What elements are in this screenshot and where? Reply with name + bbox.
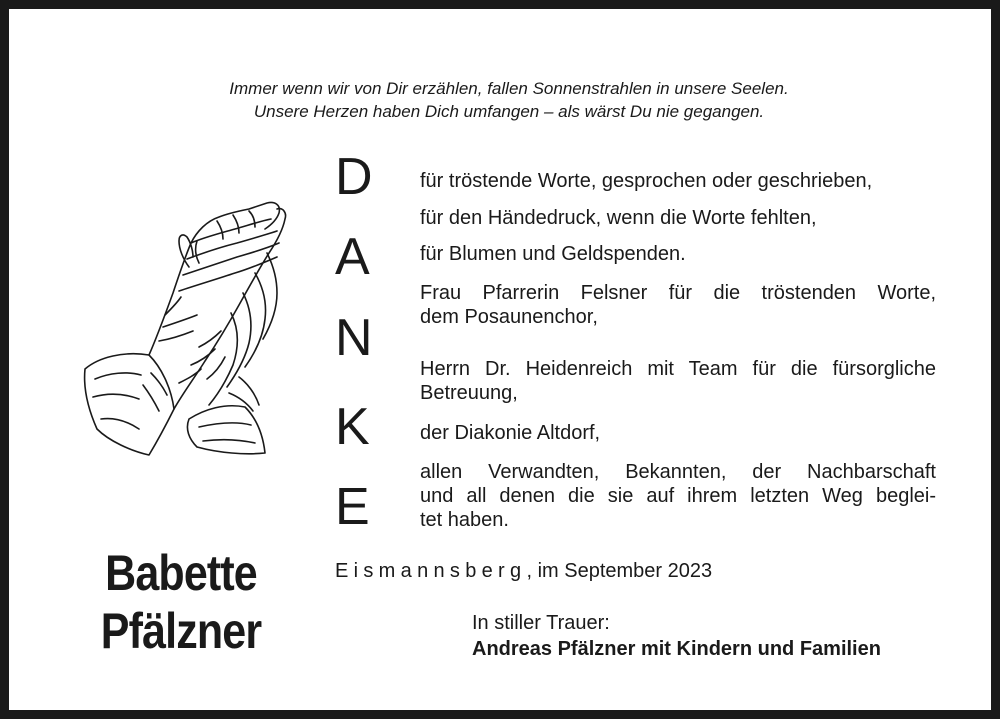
thanks-item bbox=[420, 460, 936, 532]
thanks-item bbox=[420, 281, 936, 329]
thanks-item bbox=[420, 206, 936, 230]
thanks-line: für tröstende Worte, gesprochen oder geschrieben, bbox=[420, 170, 873, 192]
thanks-item bbox=[420, 421, 936, 445]
thanks-line: tet haben. bbox=[420, 509, 509, 531]
danke-letter-n: N bbox=[335, 309, 373, 367]
danke-letter-k: K bbox=[335, 398, 370, 456]
date-text: , im September 2023 bbox=[526, 560, 713, 582]
place-date bbox=[335, 560, 712, 583]
thanks-line: dem Posaunenchor, bbox=[420, 306, 598, 328]
motto bbox=[9, 77, 1000, 123]
thanks-line: und all denen die sie auf ihrem letzten Weg beglei- bbox=[420, 485, 936, 507]
thanks-line: allen Verwandten, Bekannten, der Nachbarschaft bbox=[420, 461, 936, 483]
thanks-line: der Diakonie Altdorf, bbox=[420, 422, 601, 444]
thanks-line: Frau Pfarrerin Felsner für die tröstenden Worte, bbox=[420, 282, 936, 304]
deceased-last-name: Pfälzner bbox=[100, 603, 262, 659]
mourners-label: In stiller Trauer: bbox=[472, 612, 610, 634]
thanks-line: Herrn Dr. Heidenreich mit Team für die fürsorgliche bbox=[420, 358, 936, 380]
thanks-item bbox=[420, 357, 936, 405]
praying-hands-icon bbox=[79, 197, 294, 459]
motto-line-1: Immer wenn wir von Dir erzählen, fallen Sonnenstrahlen in unsere Seelen. bbox=[229, 79, 789, 98]
thanks-item bbox=[420, 242, 936, 266]
danke-letter-d: D bbox=[335, 148, 373, 206]
motto-line-2: Unsere Herzen haben Dich umfangen – als wärst Du nie gegangen. bbox=[253, 102, 765, 121]
danke-letter-a: A bbox=[335, 228, 370, 286]
deceased-first-name: Babette bbox=[105, 545, 257, 601]
place-name: Eismannsberg bbox=[335, 560, 527, 582]
thanks-line: für den Händedruck, wenn die Worte fehlten, bbox=[420, 207, 817, 229]
thanks-item bbox=[420, 169, 936, 193]
danke-letter-e: E bbox=[335, 478, 370, 536]
thanks-line: für Blumen und Geldspenden. bbox=[420, 243, 686, 265]
thanks-line: Betreuung, bbox=[420, 382, 518, 404]
mourners-names: Andreas Pfälzner mit Kindern und Familien bbox=[472, 638, 881, 660]
